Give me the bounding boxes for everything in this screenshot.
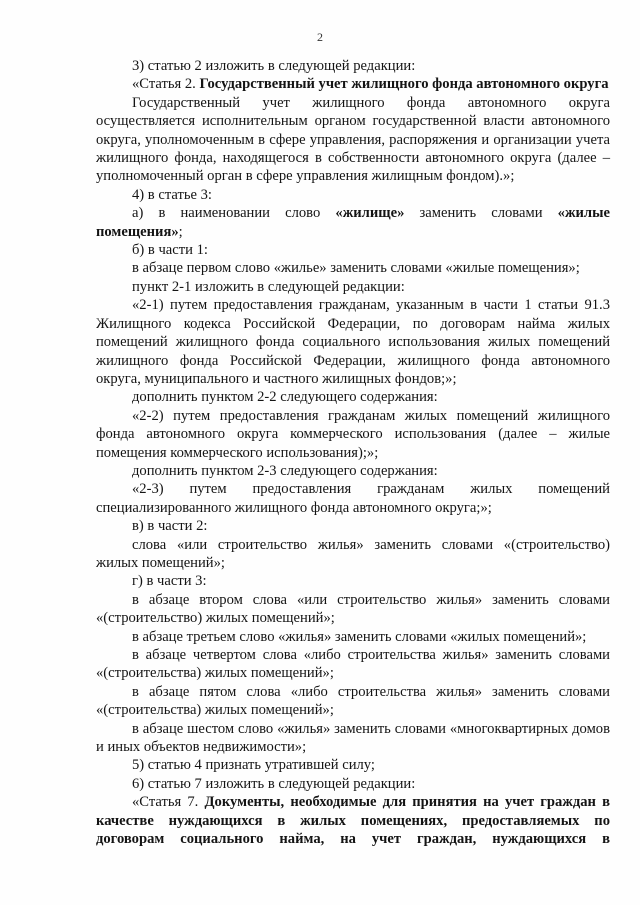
subitem-a-text: а) в наименовании слово	[132, 205, 321, 222]
part-2-change: слова «или строительство жилья» заменить словами «(строительство) жилых помещений»;	[96, 536, 610, 571]
point-2-3-text: «2-3) путем предоставления гражданам жилых помещений специализированного жилищного фонда автономного округа;»;	[96, 481, 610, 516]
part-3-paragraph-4: в абзаце четвертом слова «либо строительства жилья» заменить словами «(строительства) жилых помещений»;	[96, 647, 610, 682]
point-2-1-instruction: пункт 2-1 изложить в следующей редакции:	[132, 278, 405, 295]
subitem-a-old-word: «жилище»	[335, 205, 405, 222]
point-2-2-instruction: дополнить пунктом 2-2 следующего содержания:	[132, 389, 438, 406]
part-3-paragraph-2: в абзаце втором слова «или строительство жилья» заменить словами «(строительство) жилых помещений»;	[96, 591, 610, 627]
paragraph-item-3: 3) статью 2 изложить в следующей редакции:	[132, 58, 416, 74]
paragraph-item-5: 5) статью 4 признать утратившей силу;	[132, 757, 375, 774]
subitem-b: б) в части 1:	[132, 242, 208, 259]
part-3-paragraph-3: в абзаце третьем слово «жилья» заменить словами «жилых помещений»;	[132, 628, 587, 645]
subitem-g: г) в части 3:	[132, 573, 207, 590]
point-2-1-text: «2-1) путем предоставления гражданам, указанным в части 1 статьи 91.3 Жилищного кодекса Российской Федерации, по договорам найма жилых помещений жилищного фонда социального использования жилых помещений жилищного фонда Российской Федерации, жилищного фонда автономного округа, муниципального и частного жилищных фондов;»;	[96, 297, 610, 387]
article-2-title: Государственный учет жилищного фонда автономного округа	[199, 76, 609, 93]
part-3-paragraph-5: в абзаце пятом слова «либо строительства жилья» заменить словами «(строительства) жилых помещений»;	[96, 683, 610, 719]
article-7-number: «Статья 7.	[132, 794, 199, 811]
article-2-number: «Статья 2.	[132, 76, 196, 93]
page-number: 2	[317, 30, 323, 44]
article-7-heading	[96, 793, 610, 848]
paragraph-item-6: 6) статью 7 изложить в следующей редакции:	[132, 775, 416, 792]
subitem-a-new-words: «жилые помещения»	[96, 205, 610, 240]
part-3-paragraph-6: в абзаце шестом слово «жилья» заменить словами «многоквартирных домов и иных объектов недвижимости»;	[96, 720, 610, 756]
subitem-a: а) в наименовании слово «жилище» заменить словами «жилые помещения»;	[96, 205, 610, 240]
paragraph-item-4: 4) в статье 3:	[132, 186, 212, 203]
point-2-3-instruction: дополнить пунктом 2-3 следующего содержания:	[132, 462, 438, 479]
part-1-paragraph-1: в абзаце первом слово «жилье» заменить словами «жилые помещения»;	[132, 260, 580, 277]
subitem-v: в) в части 2:	[132, 518, 208, 535]
article-7-title: Документы, необходимые для принятия на учет граждан в качестве нуждающихся в жилых помещениях, предоставляемых по договорам социального найма, на учет граждан, нуждающихся в	[96, 794, 610, 848]
point-2-2-text: «2-2) путем предоставления гражданам жилых помещений жилищного фонда автономного округа коммерческого использования (далее – жилые помещения коммерческого использования);»;	[96, 407, 610, 461]
article-2-text: Государственный учет жилищного фонда автономного округа осуществляется исполнительным органом государственной власти автономного округа, уполномоченным в сфере управления, распоряжения и организации учета жилищного фонда, находящегося в собственности автономного округа (далее – уполномоченный орган в сфере управления жилищным фондом).»;	[96, 94, 610, 185]
article-2-heading	[96, 75, 610, 93]
document-body	[96, 57, 610, 848]
subitem-a-replace-text: заменить словами	[419, 205, 543, 222]
